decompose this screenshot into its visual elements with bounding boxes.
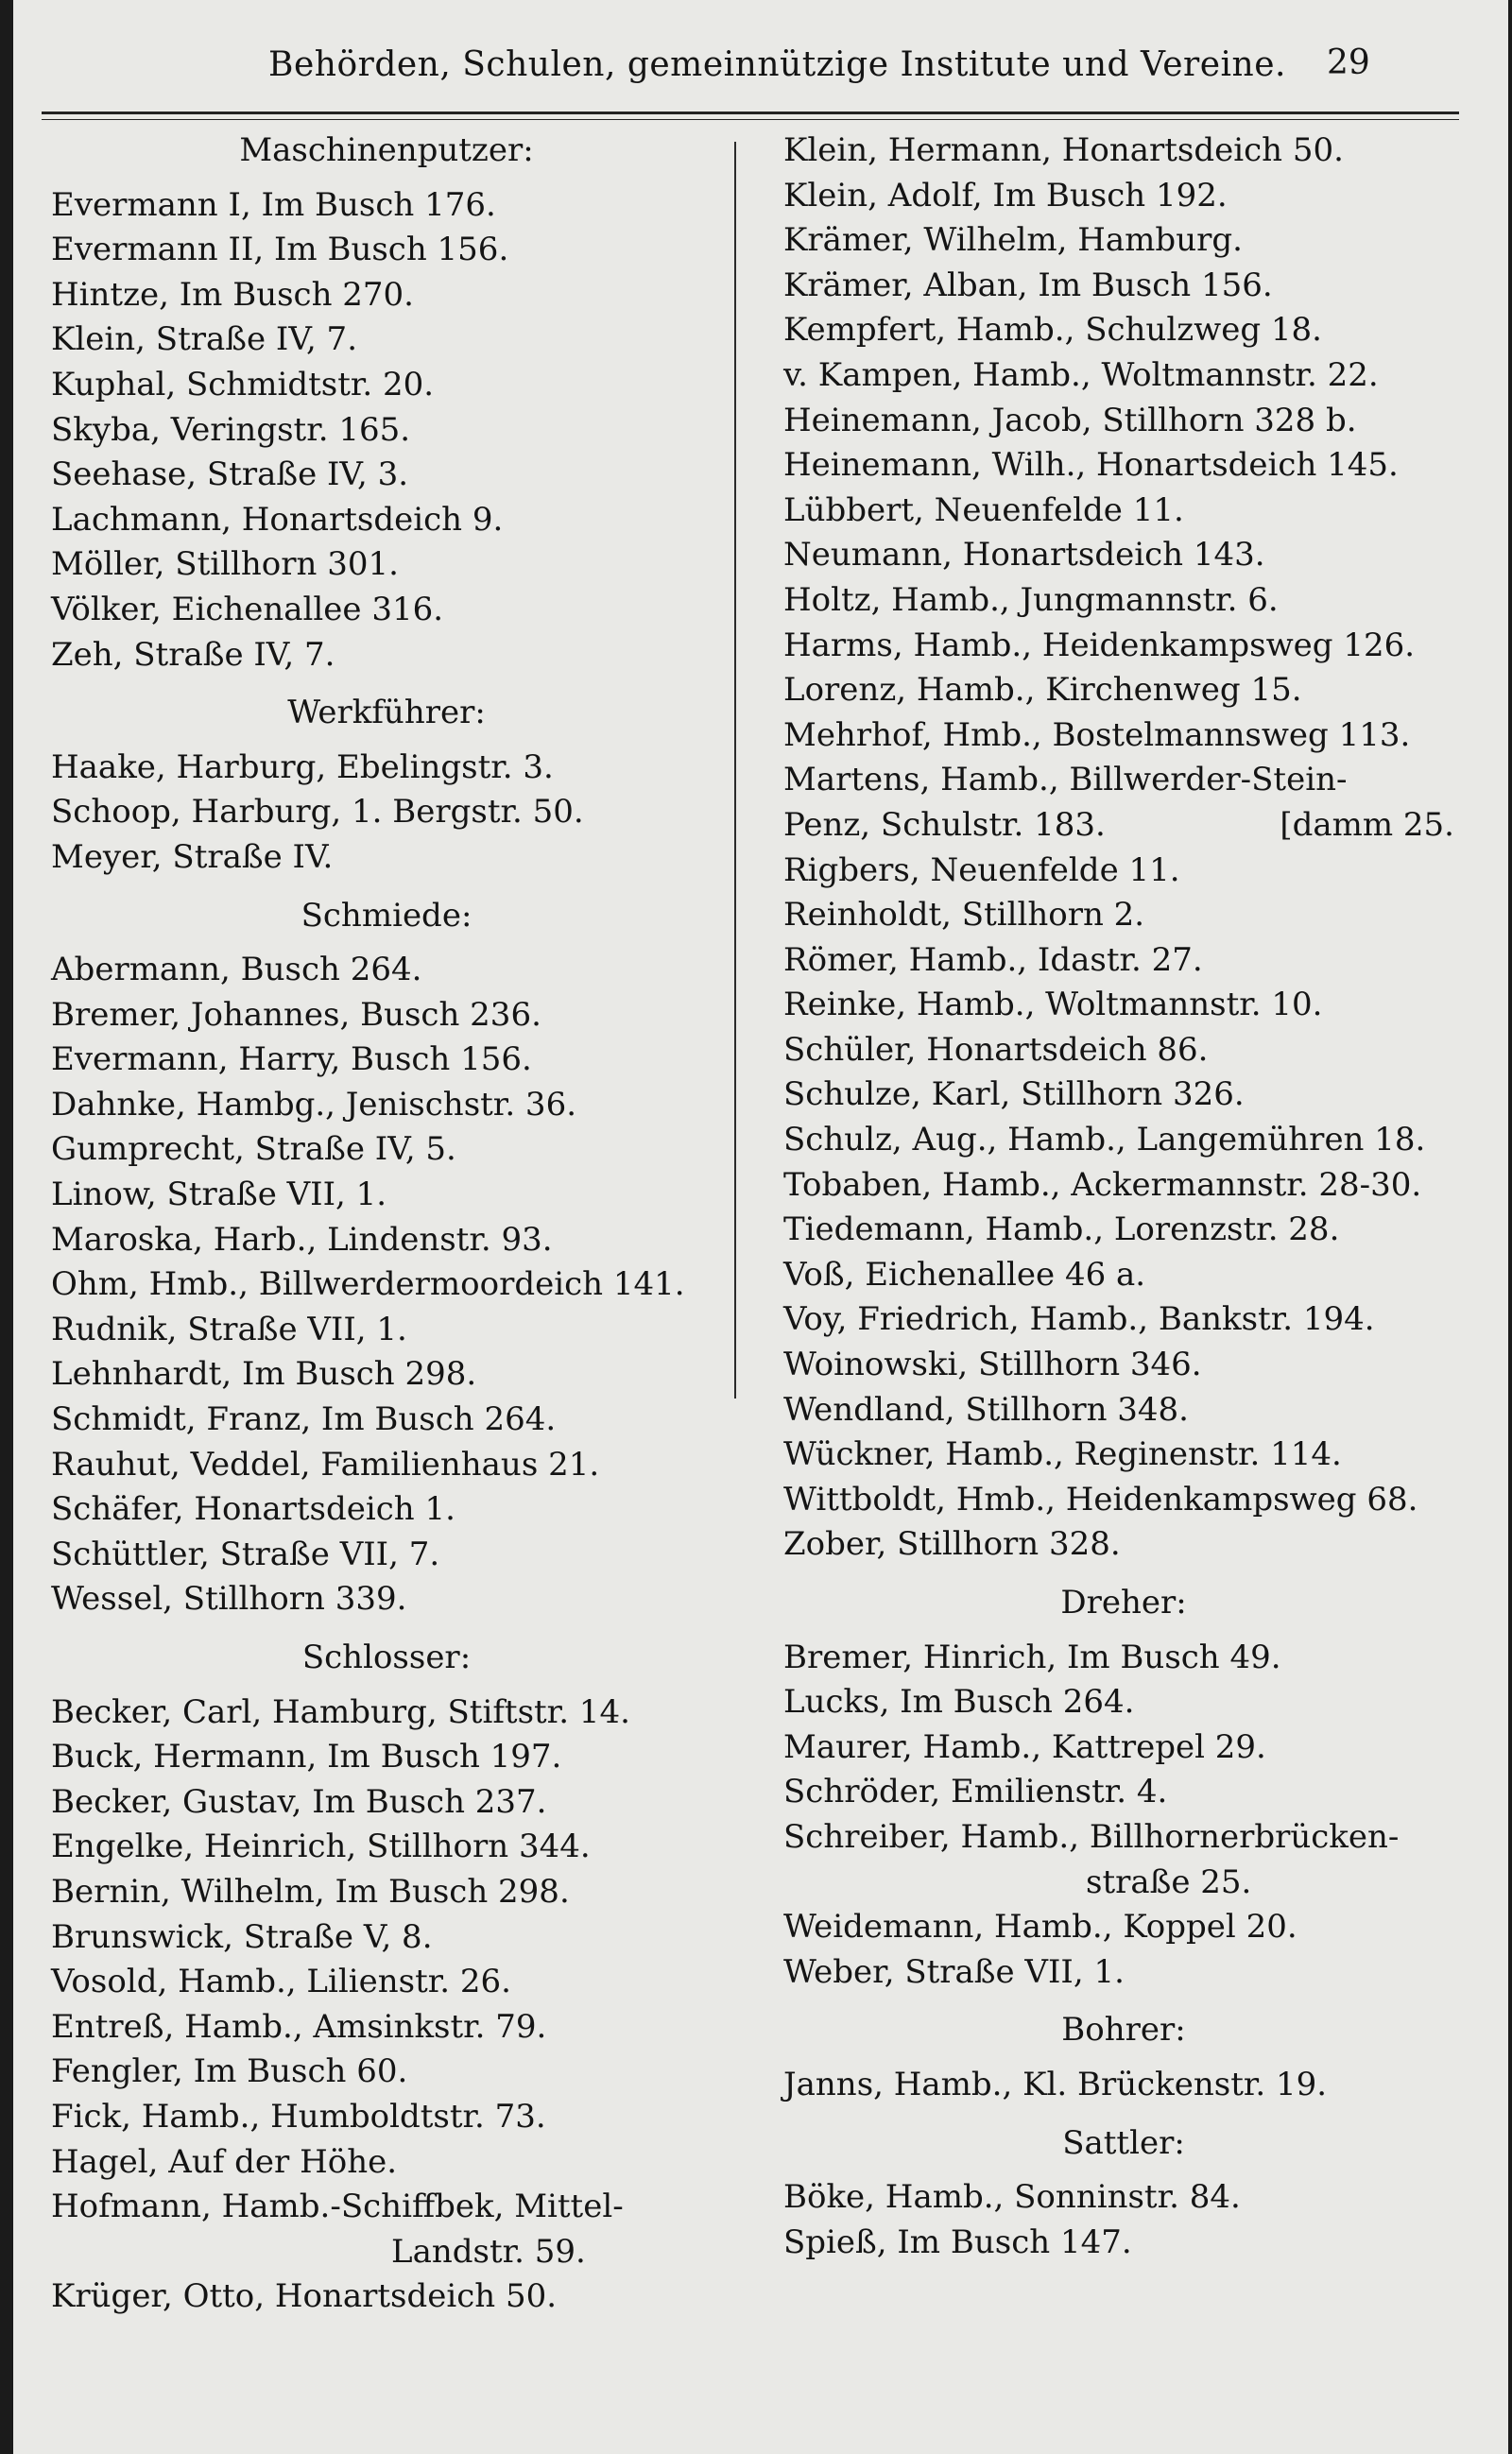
entry: Schüler, Honartsdeich 86. [783, 1030, 1209, 1069]
entry: Haake, Harburg, Ebelingstr. 3. [51, 747, 554, 786]
entry: Reinholdt, Stillhorn 2. [783, 896, 1145, 935]
section-heading: Werkführer: [287, 694, 486, 732]
header-rule-thick [42, 112, 1459, 114]
entry: Fick, Hamb., Humboldtstr. 73. [51, 2097, 546, 2136]
entry: Rigbers, Neuenfelde 11. [783, 850, 1180, 889]
entry: Woinowski, Stillhorn 346. [783, 1346, 1202, 1384]
section-heading: Schmiede: [301, 896, 472, 935]
section-heading: Bohrer: [1061, 2011, 1186, 2050]
entry: Maurer, Hamb., Kattrepel 29. [783, 1727, 1266, 1766]
entry: Harms, Hamb., Heidenkampsweg 126. [783, 626, 1416, 664]
entry-text: Penz, Schulstr. 183. [783, 805, 1106, 844]
entry: Lorenz, Hamb., Kirchenweg 15. [783, 671, 1302, 710]
entry: Skyba, Veringstr. 165. [51, 410, 411, 449]
section-entries [51, 746, 722, 881]
entry: Tobaben, Hamb., Ackermannstr. 28-30. [783, 1165, 1422, 1204]
entry: Bremer, Hinrich, Im Busch 49. [783, 1638, 1281, 1676]
entry: Völker, Eichenallee 316. [51, 590, 444, 628]
entry: Schäfer, Honartsdeich 1. [51, 1490, 455, 1529]
entry: Mehrhof, Hmb., Bostelmannsweg 113. [783, 715, 1411, 754]
entry: Gumprecht, Straße IV, 5. [51, 1130, 456, 1169]
entry: Voß, Eichenallee 46 a. [783, 1255, 1146, 1294]
entry: Heinemann, Jacob, Stillhorn 328 b. [783, 401, 1357, 439]
entry: Schulz, Aug., Hamb., Langemühren 18. [783, 1121, 1426, 1159]
section-entries [783, 1636, 1464, 1861]
header-rule-thin [42, 119, 1459, 120]
entry: Entreß, Hamb., Amsinkstr. 79. [51, 2007, 547, 2046]
entry: Krüger, Otto, Honartsdeich 50. [51, 2277, 558, 2316]
entry: Krämer, Alban, Im Busch 156. [783, 266, 1273, 304]
entry: Krämer, Wilhelm, Hamburg. [783, 221, 1243, 260]
entry: Lübbert, Neuenfelde 11. [783, 490, 1184, 529]
entry: Klein, Straße IV, 7. [51, 320, 357, 359]
header-title: Behörden, Schulen, gemeinnützige Institute und Vereine. [268, 45, 1286, 84]
entry: Hofmann, Hamb.-Schiffbek, Mittel- [51, 2188, 624, 2226]
entry [783, 803, 1464, 849]
section-entries [51, 1690, 722, 2230]
section-entries [51, 183, 722, 678]
entry: Wessel, Stillhorn 339. [51, 1580, 407, 1619]
entry: Meyer, Straße IV. [51, 837, 334, 876]
entry: Brunswick, Straße V, 8. [51, 1917, 433, 1956]
section-heading: Sattler: [1062, 2123, 1185, 2162]
section-entries [51, 2274, 722, 2320]
entry: Kuphal, Schmidtstr. 20. [51, 365, 435, 403]
entry: Weber, Straße VII, 1. [783, 1952, 1125, 1991]
entry: Holtz, Hamb., Jungmannstr. 6. [783, 580, 1279, 619]
right-column [783, 129, 1464, 2265]
entry: Schoop, Harburg, 1. Bergstr. 50. [51, 793, 584, 832]
entry: Evermann I, Im Busch 176. [51, 185, 496, 224]
section-entries [51, 948, 722, 1622]
section-heading: Schlosser: [301, 1639, 472, 1676]
entry: Maroska, Harb., Lindenstr. 93. [51, 1220, 553, 1259]
entry: Bernin, Wilhelm, Im Busch 298. [51, 1872, 570, 1911]
entry: Heinemann, Wilh., Honartsdeich 145. [783, 446, 1399, 485]
entry: Schmidt, Franz, Im Busch 264. [51, 1400, 557, 1439]
entry: Möller, Stillhorn 301. [51, 545, 399, 584]
entry-continuation: [damm 25. [1280, 805, 1454, 844]
entry: Böke, Hamb., Sonninstr. 84. [783, 2178, 1241, 2217]
page-number: 29 [1327, 43, 1370, 82]
entry: Hintze, Im Busch 270. [51, 275, 414, 314]
entry: Bremer, Johannes, Busch 236. [51, 995, 541, 1034]
entry: Voy, Friedrich, Hamb., Bankstr. 194. [783, 1300, 1375, 1339]
section-entries [783, 2063, 1464, 2108]
entry: Abermann, Busch 264. [51, 951, 422, 989]
running-header [13, 38, 1508, 94]
section-entries [783, 1905, 1464, 1995]
entry: Dahnke, Hambg., Jenischstr. 36. [51, 1085, 577, 1124]
entry: Wückner, Hamb., Reginenstr. 114. [783, 1435, 1342, 1474]
entry: Schulze, Karl, Stillhorn 326. [783, 1075, 1245, 1114]
entry: Wittboldt, Hmb., Heidenkampsweg 68. [783, 1480, 1418, 1519]
entry: Schreiber, Hamb., Billhornerbrücken- [783, 1817, 1400, 1856]
section-entries [783, 2175, 1464, 2265]
entry: Neumann, Honartsdeich 143. [783, 536, 1265, 575]
directory-page [13, 0, 1508, 2454]
entry: Rauhut, Veddel, Familienhaus 21. [51, 1445, 600, 1484]
entry: Lachmann, Honartsdeich 9. [51, 500, 504, 539]
entry: Reinke, Hamb., Woltmannstr. 10. [783, 986, 1323, 1024]
entry: Evermann II, Im Busch 156. [51, 231, 509, 269]
entry: Kempfert, Hamb., Schulzweg 18. [783, 311, 1322, 350]
entry: Vosold, Hamb., Lilienstr. 26. [51, 1963, 511, 2001]
entry-continuation: Landstr. 59. [391, 2232, 586, 2271]
entry: Römer, Hamb., Idastr. 27. [783, 940, 1203, 979]
entry: Buck, Hermann, Im Busch 197. [51, 1738, 562, 1776]
left-column [51, 129, 722, 2320]
entry: Becker, Gustav, Im Busch 237. [51, 1782, 547, 1821]
entry: Becker, Carl, Hamburg, Stiftstr. 14. [51, 1692, 630, 1731]
entry: Engelke, Heinrich, Stillhorn 344. [51, 1828, 591, 1866]
entry: Linow, Straße VII, 1. [51, 1176, 387, 1214]
entry: Ohm, Hmb., Billwerdermoordeich 141. [51, 1265, 685, 1304]
section-entries [783, 849, 1464, 1569]
entry: Janns, Hamb., Kl. Brückenstr. 19. [783, 2065, 1328, 2103]
entry: Wendland, Stillhorn 348. [783, 1390, 1189, 1429]
entry: Zober, Stillhorn 328. [783, 1525, 1121, 1564]
entry: Schüttler, Straße VII, 7. [51, 1535, 440, 1573]
entry: Evermann, Harry, Busch 156. [51, 1040, 532, 1079]
entry-continuation: straße 25. [1086, 1862, 1252, 1901]
entry: Fengler, Im Busch 60. [51, 2052, 408, 2091]
entry: Tiedemann, Hamb., Lorenzstr. 28. [783, 1210, 1340, 1249]
entry: Spieß, Im Busch 147. [783, 2222, 1132, 2261]
entry: Lehnhardt, Im Busch 298. [51, 1355, 477, 1394]
entry: Klein, Hermann, Honartsdeich 50. [783, 131, 1344, 169]
section-entries [783, 129, 1464, 803]
entry: Martens, Hamb., Billwerder-Stein- [783, 761, 1348, 799]
entry: Weidemann, Hamb., Koppel 20. [783, 1908, 1297, 1947]
column-divider [734, 142, 736, 1399]
entry: Klein, Adolf, Im Busch 192. [783, 176, 1228, 215]
entry: Schröder, Emilienstr. 4. [783, 1773, 1168, 1811]
entry: Hagel, Auf der Höhe. [51, 2142, 398, 2181]
entry: Seehase, Straße IV, 3. [51, 455, 409, 494]
entry: Rudnik, Straße VII, 1. [51, 1310, 407, 1348]
entry: Lucks, Im Busch 264. [783, 1683, 1135, 1722]
entry: Zeh, Straße IV, 7. [51, 635, 335, 674]
section-heading: Maschinenputzer: [239, 131, 534, 169]
entry: v. Kampen, Hamb., Woltmannstr. 22. [783, 355, 1379, 394]
section-heading: Dreher: [1060, 1584, 1187, 1622]
